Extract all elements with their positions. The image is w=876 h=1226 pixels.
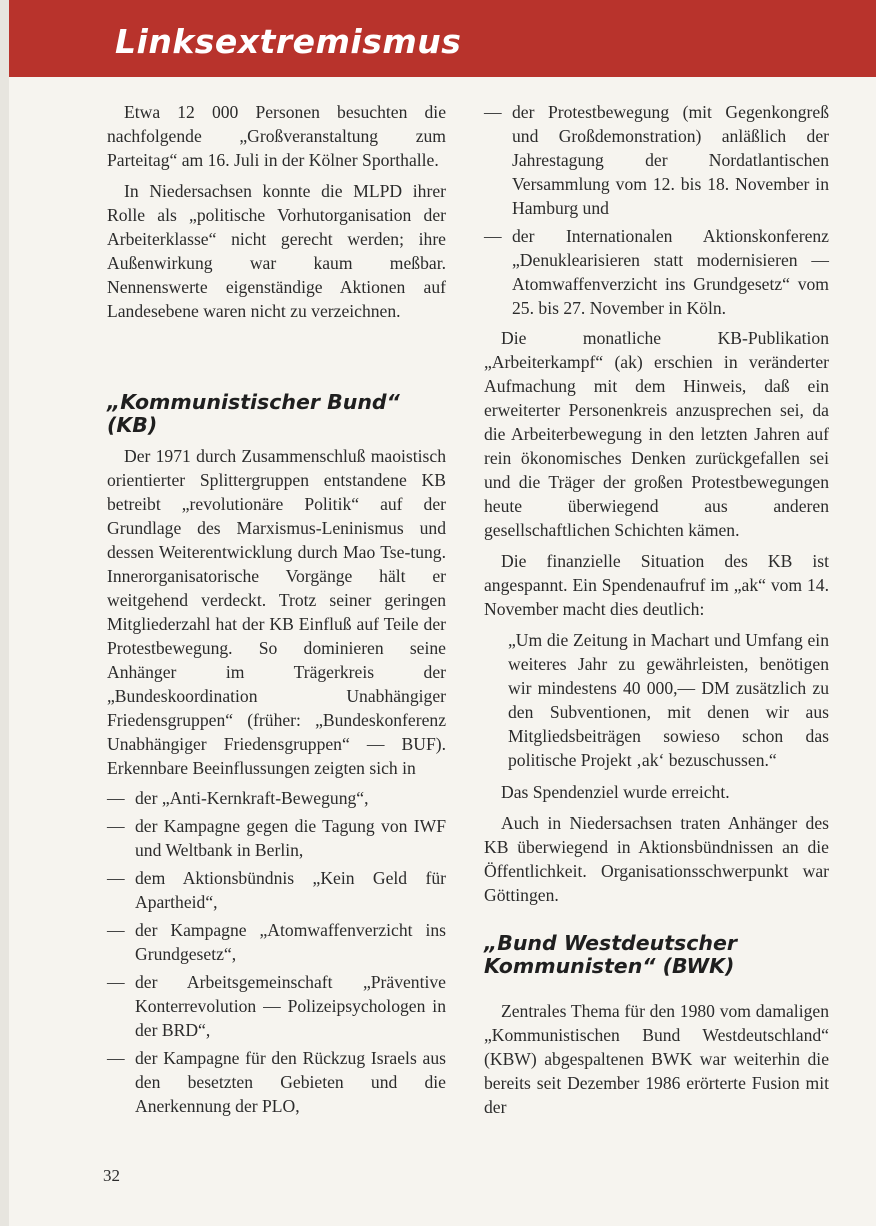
paragraph-bwk: Zentrales Thema für den 1980 vom damaligen „Kommunistischen Bund Westdeutschland“ (KBW) abgespaltenen BWK war weiterhin die bereits seit Dezember 1986 erörterte Fusion mit der xyxy=(484,1001,829,1117)
kb-influence-list-continued xyxy=(484,100,829,320)
paragraph-finances: Die finanzielle Situation des KB ist angespannt. Ein Spendenaufruf im „ak“ vom 14. November macht dies deutlich: xyxy=(484,551,829,619)
quote-donation-appeal: „Um die Zeitung in Machart und Umfang ein weiteres Jahr zu gewährleisten, benötigen wir mindestens 40 000,— DM zusätzlich zu den Subventionen, mit denen wir aus Mitgliedsbeiträgen sowieso schon das politische Projekt ‚ak‘ bezuschussen.“ xyxy=(508,630,829,770)
list-item: — dem Aktionsbündnis „Kein Geld für Apartheid“, xyxy=(107,866,446,914)
page-number: 32 xyxy=(103,1166,120,1185)
left-column xyxy=(107,100,446,1118)
list-item: — der Kampagne „Atomwaffenverzicht ins Grundgesetz“, xyxy=(107,918,446,966)
page-edge xyxy=(0,0,9,1226)
list-item: — der Protestbewegung (mit Gegenkongreß und Großdemonstration) anläßlich der Jahrestagung der Nordatlantischen Versammlung vom 12. bis 18. November in Hamburg und xyxy=(484,100,829,220)
list-item: — der „Anti-Kernkraft-Bewegung“, xyxy=(107,786,446,810)
kb-influence-list xyxy=(107,786,446,1118)
right-column xyxy=(484,100,829,1119)
paragraph-niedersachsen-kb: Auch in Niedersachsen traten Anhänger des KB überwiegend in Aktionsbündnissen an die Öffentlichkeit. Organisationsschwerpunkt war Göttingen. xyxy=(484,813,829,905)
section-title: Linksextremismus xyxy=(115,22,462,61)
paragraph-kb-intro: Der 1971 durch Zusammenschluß maoistisch orientierter Splittergruppen entstandene KB betreibt „revolutionäre Politik“ auf der Grundlage des Marxismus-Leninismus und dessen Weiterentwicklung durch Mao Tse-tung. Innerorganisatorische Vorgänge hält er weitgehend verdeckt. Trotz seiner geringen Mitgliederzahl hat der KB Einfluß auf Teile der Protestbewegung. So dominieren seine Anhänger im Trägerkreis der „Bundeskoordination Unabhängiger Friedensgruppen“ (früher: „Bundeskonferenz Unabhängiger Friedensgruppen“ — BUF). Erkennbare Beeinflussungen zeigten sich in xyxy=(107,446,446,778)
section-header-bar xyxy=(9,0,876,77)
list-item: — der Kampagne für den Rückzug Israels aus den besetzten Gebieten und die Anerkennung der PLO, xyxy=(107,1046,446,1118)
paragraph-donation-goal: Das Spendenziel wurde erreicht. xyxy=(501,782,730,802)
list-item: — der Internationalen Aktionskonferenz „Denuklearisieren statt modernisieren — Atomwaffenverzicht ins Grundgesetz“ vom 25. bis 27. November in Köln. xyxy=(484,224,829,320)
list-item: — der Kampagne gegen die Tagung von IWF und Weltbank in Berlin, xyxy=(107,814,446,862)
paragraph-attendance: Etwa 12 000 Personen besuchten die nachfolgende „Großveranstaltung zum Parteitag“ am 16. Juli in der Kölner Sporthalle. xyxy=(107,102,446,170)
paragraph-niedersachsen-mlpd: In Niedersachsen konnte die MLPD ihrer Rolle als „politische Vorhutorganisation der Arbeiterklasse“ nicht gerecht werden; ihre Außenwirkung war kaum meßbar. Nennenswerte eigenständige Aktionen auf Landesebene waren nicht zu verzeichnen. xyxy=(107,181,446,321)
list-item: — der Arbeitsgemeinschaft „Präventive Konterrevolution — Polizeipsychologen in der BRD“, xyxy=(107,970,446,1042)
paragraph-arbeiterkampf: Die monatliche KB-Publikation „Arbeiterkampf“ (ak) erschien in veränderter Aufmachung mit dem Hinweis, daß ein erweiterter Personenkreis anzusprechen sei, da die Arbeiterbewegung in den letzten Jahren auf rein ökonomisches Denken zurückgefallen sei und die Träger der großen Protestbewegungen heute überwiegend aus anderen gesellschaftlichen Schichten kämen. xyxy=(484,328,829,540)
heading-bwk: „Bund Westdeutscher Kommunisten“ (BWK) xyxy=(484,931,737,978)
heading-kb: „Kommunistischer Bund“ (KB) xyxy=(107,390,400,437)
